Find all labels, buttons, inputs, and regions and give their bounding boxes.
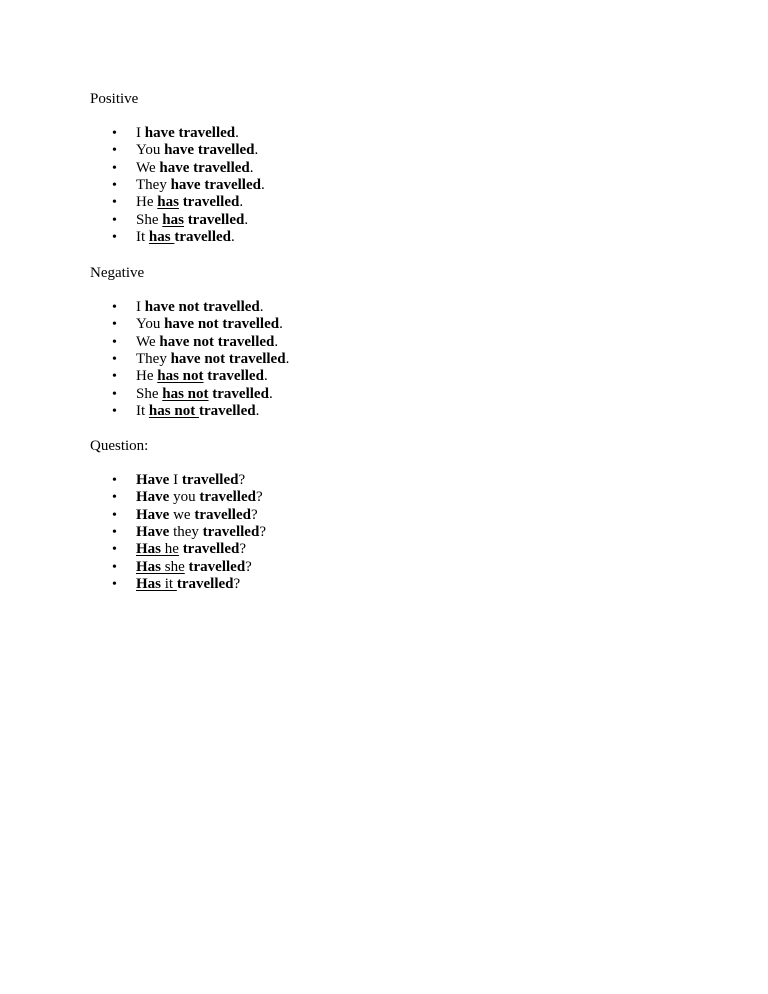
list-item (112, 386, 289, 403)
list-item (112, 576, 266, 593)
negative-list (112, 299, 289, 420)
text-run: travelled (199, 489, 256, 506)
list-item (112, 524, 266, 541)
text-run: He (136, 368, 158, 385)
text-run: Has (136, 541, 162, 558)
text-run: You (136, 142, 165, 159)
text-run: . (244, 211, 249, 228)
question-list (112, 472, 266, 593)
text-run: has (162, 211, 184, 228)
list-item (112, 559, 266, 576)
text-run: . (254, 142, 259, 159)
section-heading-positive: Positive (90, 91, 139, 107)
list-item (112, 351, 289, 368)
text-run: . (239, 194, 244, 211)
section-heading-question: Question: (90, 438, 149, 454)
text-run: You (136, 316, 165, 333)
list-item (112, 229, 265, 246)
text-run: Have (136, 472, 170, 488)
text-run: . (260, 177, 265, 194)
text-run: I (136, 125, 145, 141)
text-run: . (231, 229, 235, 246)
text-run: travelled (198, 403, 256, 420)
bullet-icon: • (112, 577, 117, 593)
text-run: . (255, 403, 260, 420)
text-run: have not travelled (159, 333, 275, 350)
text-run: ? (250, 506, 258, 523)
bullet-icon: • (112, 126, 117, 141)
list-item (112, 125, 265, 142)
text-run: has (157, 194, 179, 211)
text-run: I (136, 299, 145, 315)
bullet-icon: • (112, 230, 117, 246)
list-item (112, 489, 266, 506)
text-run: . (268, 385, 273, 402)
bullet-icon: • (112, 507, 117, 523)
text-run: ? (245, 558, 252, 575)
list-item (112, 177, 265, 194)
text-run: has (148, 229, 175, 246)
bullet-icon: • (112, 212, 117, 228)
list-item (112, 507, 266, 524)
text-run: he (161, 541, 179, 558)
list-item (112, 194, 265, 211)
text-run: Have (136, 489, 170, 506)
text-run: ? (238, 472, 246, 488)
bullet-icon: • (112, 542, 117, 558)
list-item (112, 316, 289, 333)
text-run: she (161, 558, 185, 575)
text-run: . (279, 316, 283, 333)
bullet-icon: • (112, 404, 117, 420)
text-run: . (274, 333, 279, 350)
text-run: ? (255, 489, 263, 506)
bullet-icon: • (112, 559, 117, 575)
list-item (112, 472, 266, 489)
list-item (112, 541, 266, 558)
text-run: travelled (174, 229, 232, 246)
text-run: We (136, 333, 160, 350)
text-run: It (136, 403, 149, 420)
text-run: They (136, 351, 171, 368)
text-run: have not travelled (170, 351, 286, 368)
text-run: have travelled (164, 142, 255, 159)
list-item (112, 299, 289, 316)
text-run: Have (136, 506, 170, 523)
text-run: travelled (188, 558, 246, 575)
section-heading-negative: Negative (90, 265, 145, 281)
text-run: It (136, 229, 149, 246)
text-run: it (161, 576, 177, 593)
text-run: She (136, 385, 163, 402)
text-run: We (136, 159, 160, 176)
text-run: travelled (203, 368, 264, 385)
bullet-icon: • (112, 352, 117, 368)
text-run: . (263, 368, 268, 385)
text-run: travelled (194, 506, 251, 523)
text-run: . (259, 299, 264, 315)
text-run: have travelled (144, 125, 236, 141)
text-run: has not (162, 385, 209, 402)
text-run: travelled (181, 472, 239, 488)
text-run: have not travelled (144, 299, 260, 315)
list-item (112, 403, 289, 420)
text-run: ? (259, 524, 266, 541)
text-run: ? (239, 541, 247, 558)
bullet-icon: • (112, 195, 117, 211)
list-item (112, 212, 265, 229)
text-run: you (169, 489, 200, 506)
bullet-icon: • (112, 334, 117, 350)
text-run: travelled (202, 524, 260, 541)
list-item (112, 368, 289, 385)
text-run: ? (233, 576, 241, 593)
text-run: travelled (182, 541, 240, 558)
text-run: I (169, 472, 182, 488)
positive-list (112, 125, 265, 246)
text-run: Has (136, 558, 162, 575)
text-run: He (136, 194, 158, 211)
bullet-icon: • (112, 300, 117, 315)
text-run: travelled (183, 211, 245, 228)
text-run: they (169, 524, 203, 541)
text-run: have not travelled (164, 316, 280, 333)
bullet-icon: • (112, 473, 117, 488)
bullet-icon: • (112, 178, 117, 194)
bullet-icon: • (112, 369, 117, 385)
text-run: They (136, 177, 171, 194)
text-run: Have (136, 524, 170, 541)
text-run: we (169, 506, 195, 523)
text-run: have travelled (159, 159, 250, 176)
text-run: travelled (176, 576, 234, 593)
text-run: has not (148, 403, 199, 420)
bullet-icon: • (112, 490, 117, 506)
text-run: . (249, 159, 254, 176)
text-run: Has (136, 576, 162, 593)
text-run: travelled (208, 385, 269, 402)
text-run: have travelled (170, 177, 261, 194)
text-run: She (136, 211, 163, 228)
bullet-icon: • (112, 160, 117, 176)
text-run: has not (157, 368, 204, 385)
text-run: . (285, 351, 290, 368)
text-run: travelled (178, 194, 240, 211)
bullet-icon: • (112, 386, 117, 402)
list-item (112, 142, 265, 159)
list-item (112, 334, 289, 351)
text-run: . (235, 125, 239, 141)
bullet-icon: • (112, 525, 117, 541)
bullet-icon: • (112, 317, 117, 333)
list-item (112, 160, 265, 177)
bullet-icon: • (112, 143, 117, 159)
